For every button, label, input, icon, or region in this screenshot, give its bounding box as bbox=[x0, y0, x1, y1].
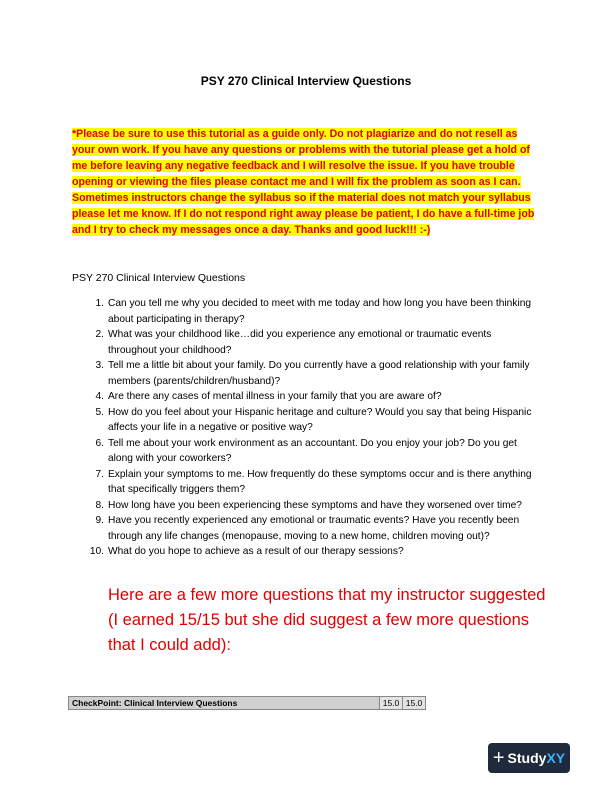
list-item-number: 8. bbox=[95, 499, 104, 511]
disclaimer-text: *Please be sure to use this tutorial as a guide only. Do not plagiarize and do not resell as your own work. If you have any questions or problems with the tutorial please get a hold of me before leaving any negative feedback and I will resolve the issue. If you have trouble opening or viewing the files please contact me and I will fix the problem as soon as I can. Sometimes instructors change the syllabus so if the material does not match your syllabus please let me know. If I do not respond right away please be patient, I do have a full-time job and I try to check my messages once a day. Thanks and good luck!!! :-) bbox=[72, 128, 535, 236]
list-item bbox=[72, 389, 542, 405]
list-item-text: Are there any cases of mental illness in your family that you are aware of? bbox=[108, 391, 442, 402]
list-item-text: Have you recently experienced any emotional or traumatic events? Have you recently been through any life changes (menopause, moving to a new home, children moving out)? bbox=[108, 515, 520, 542]
plus-icon: + bbox=[492, 747, 505, 769]
page-title: PSY 270 Clinical Interview Questions bbox=[200, 74, 412, 88]
list-item-number: 5. bbox=[95, 406, 104, 418]
list-item bbox=[72, 296, 542, 327]
score-possible: 15.0 bbox=[402, 697, 425, 709]
list-item-text: How long have you been experiencing these symptoms and have they worsened over time? bbox=[108, 499, 522, 511]
list-item bbox=[72, 436, 542, 467]
list-item-number: 4. bbox=[95, 391, 104, 402]
score-earned: 15.0 bbox=[379, 697, 402, 709]
list-item bbox=[72, 513, 542, 544]
list-item-text: What was your childhood like…did you experience any emotional or traumatic events throughout your childhood? bbox=[108, 329, 492, 356]
list-item-number: 10. bbox=[89, 546, 104, 557]
question-list bbox=[72, 296, 542, 560]
list-item-text: How do you feel about your Hispanic heritage and culture? Would you say that being Hispanic affects your life in a negative or positive way? bbox=[108, 406, 532, 433]
more-questions-note: Here are a few more questions that my instructor suggested (I earned 15/15 but she did suggest a few more questions that I could add): bbox=[108, 586, 546, 654]
list-item-number: 3. bbox=[95, 360, 104, 371]
checkpoint-score-row bbox=[68, 696, 426, 710]
list-item-number: 6. bbox=[95, 437, 104, 449]
list-item-text: Tell me a little bit about your family. Do you currently have a good relationship with your family members (parents/children/husband)? bbox=[108, 360, 530, 387]
logo-text-accent: XY bbox=[546, 750, 566, 766]
checkpoint-label: CheckPoint: Clinical Interview Questions bbox=[72, 698, 238, 708]
list-item bbox=[72, 358, 542, 389]
list-item bbox=[72, 467, 542, 498]
list-item bbox=[72, 327, 542, 358]
list-item-text: Tell me about your work environment as an accountant. Do you enjoy your job? Do you get along with your coworkers? bbox=[108, 437, 517, 464]
list-item bbox=[72, 405, 542, 436]
disclaimer-notice bbox=[72, 126, 542, 238]
list-item-number: 9. bbox=[95, 515, 104, 526]
list-item bbox=[72, 544, 542, 560]
list-item-text: What do you hope to achieve as a result of our therapy sessions? bbox=[108, 546, 404, 557]
list-item-number: 7. bbox=[95, 468, 104, 480]
list-item-text: Explain your symptoms to me. How frequently do these symptoms occur and is there anything that specifically triggers them? bbox=[108, 468, 532, 495]
list-item-text: Can you tell me why you decided to meet with me today and how long you have been thinking about participating in therapy? bbox=[108, 298, 532, 325]
list-item-number: 2. bbox=[95, 329, 104, 340]
logo-text-main: Study bbox=[507, 750, 547, 766]
list-item bbox=[72, 498, 542, 514]
list-item-number: 1. bbox=[95, 298, 104, 309]
studyxy-logo bbox=[488, 743, 570, 773]
section-subheading: PSY 270 Clinical Interview Questions bbox=[72, 272, 246, 284]
